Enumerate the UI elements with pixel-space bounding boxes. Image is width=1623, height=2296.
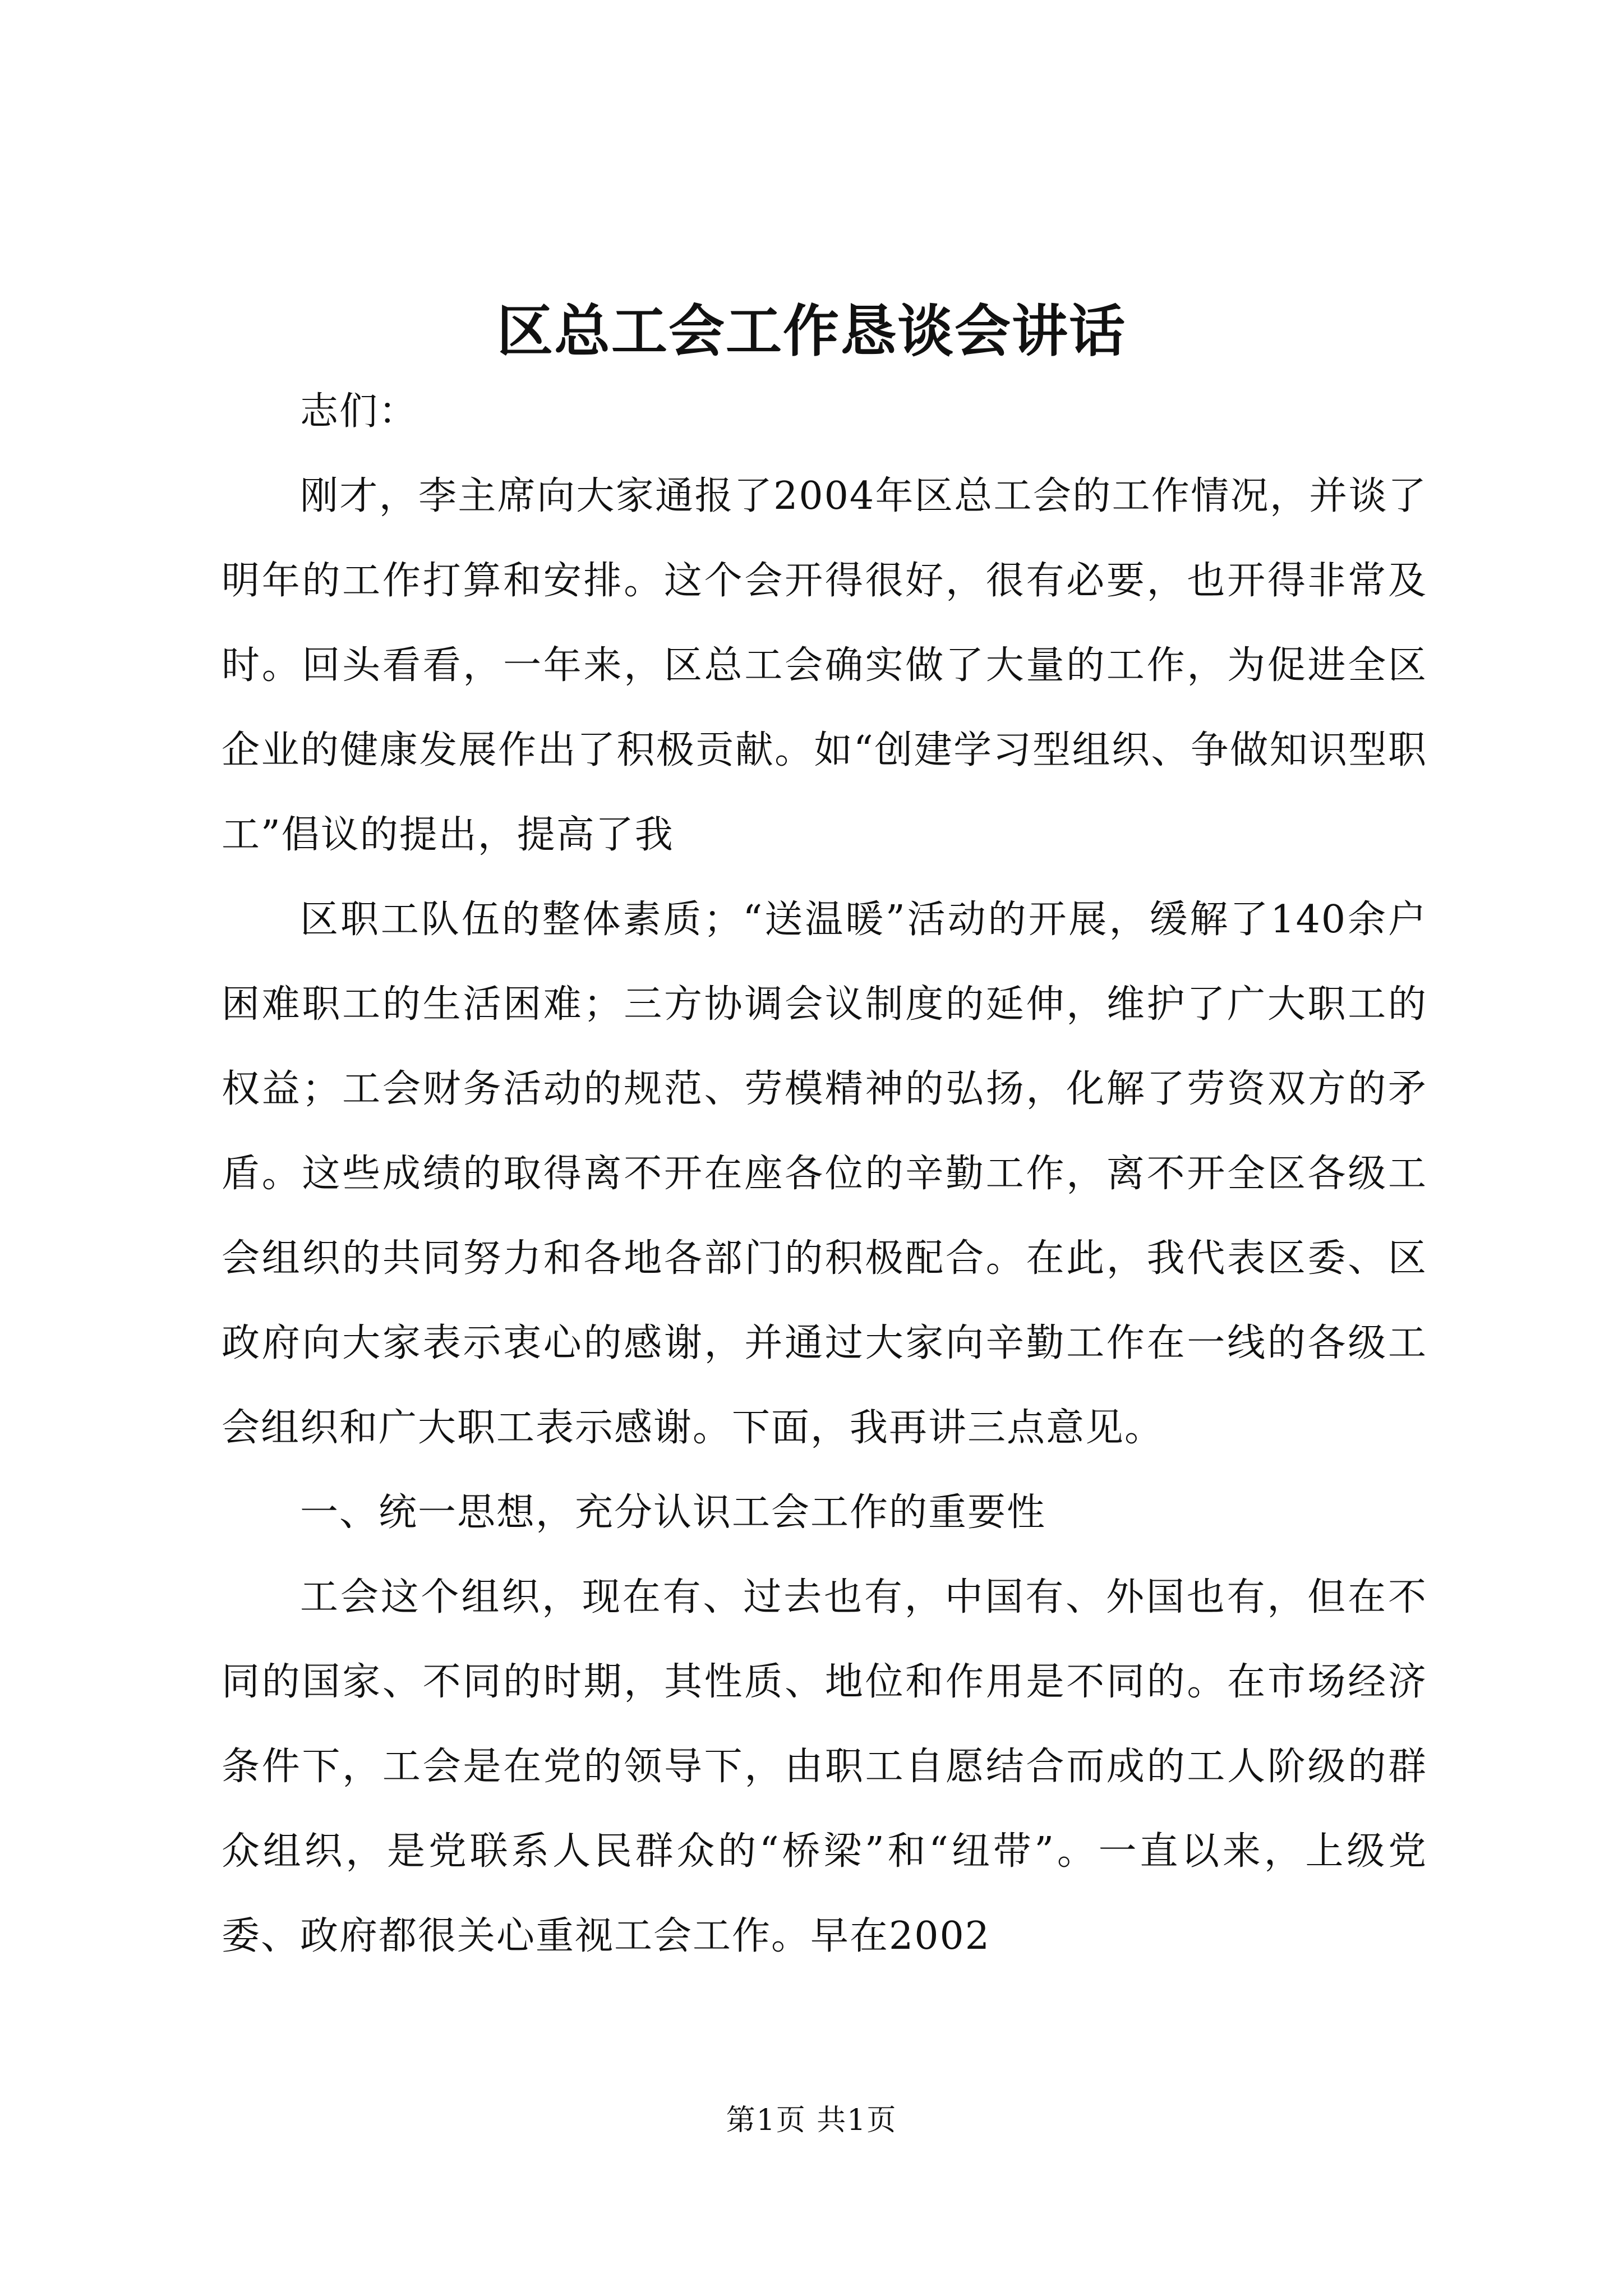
document-title: 区总工会工作恳谈会讲话 — [497, 298, 1126, 364]
document-body — [222, 369, 1427, 1978]
paragraph: 区职工队伍的整体素质；“送温暖”活动的开展，缓解了140余户困难职工的生活困难；三方协调会议制度的延伸，维护了广大职工的权益；工会财务活动的规范、劳模精神的弘扬，化解了劳资双方的矛盾。这些成绩的取得离不开在座各位的辛勤工作，离不开全区各级工会组织的共同努力和各地各部门的积极配合。在此，我代表区委、区政府向大家表示衷心的感谢，并通过大家向辛勤工作在一线的各级工会组织和广大职工表示感谢。下面，我再讲三点意见。 — [222, 898, 1427, 1450]
page-footer: 第1页 共1页 — [726, 2104, 897, 2137]
paragraph: 工会这个组织，现在有、过去也有，中国有、外国也有，但在不同的国家、不同的时期，其性质、地位和作用是不同的。在市场经济条件下，工会是在党的领导下，由职工自愿结合而成的工人阶级的群众组织，是党联系人民群众的“桥梁”和“纽带”。一直以来，上级党委、政府都很关心重视工会工作。早在2002 — [222, 1575, 1427, 1958]
salutation: 志们： — [300, 389, 418, 434]
section-heading: 一、统一思想，充分认识工会工作的重要性 — [300, 1490, 1046, 1535]
paragraph: 刚才，李主席向大家通报了2004年区总工会的工作情况，并谈了明年的工作打算和安排。这个会开得很好，很有必要，也开得非常及时。回头看看，一年来，区总工会确实做了大量的工作，为促进全区企业的健康发展作出了积极贡献。如“创建学习型组织、争做知识型职工”倡议的提出，提高了我 — [222, 474, 1427, 857]
